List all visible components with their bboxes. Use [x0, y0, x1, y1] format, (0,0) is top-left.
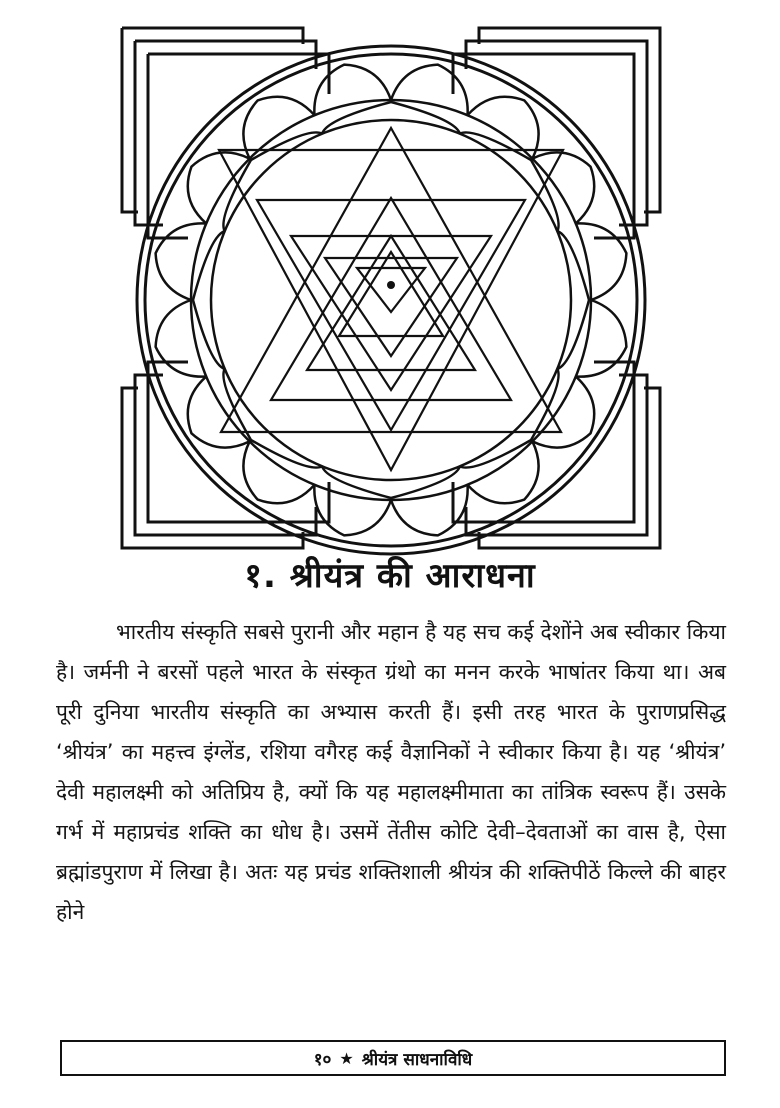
- outer-ring: [137, 46, 645, 554]
- inner-lotus-petals: [193, 102, 589, 498]
- upward-triangle: [221, 128, 561, 432]
- outer-lotus-petals: [156, 65, 627, 536]
- page-number: १०: [313, 1049, 332, 1070]
- lotus-petals: [156, 65, 627, 536]
- interlocking-triangles: [219, 128, 563, 470]
- bindu-dot: [387, 281, 395, 289]
- outer-circles: [137, 46, 645, 554]
- upward-triangle: [307, 236, 475, 370]
- body-text: [56, 612, 726, 932]
- page-footer: [60, 1040, 726, 1076]
- figure-caption: १. श्रीयंत्र की आराधना: [244, 556, 536, 596]
- book-title: श्रीयंत्र साधनाविधि: [361, 1049, 473, 1070]
- downward-triangle: [325, 258, 457, 356]
- paragraph: भारतीय संस्कृति सबसे पुरानी और महान है यह सच कई देशोंने अब स्वीकार किया है। जर्मनी ने बरसों पहले भारत के संस्कृत ग्रंथो का मनन करके भाषांतर किया था। अब पूरी दुनिया भारतीय संस्कृति का अभ्यास करती हैं। इसी तरह भारत के पुराणप्रसिद्ध ‘श्रीयंत्र’ का महत्त्व इंग्लेंड, रशिया वगैरह कई वैज्ञानिकों ने स्वीकार किया है। यह ‘श्रीयंत्र’ देवी महालक्ष्मी को अतिप्रिय है, क्यों कि यह महालक्ष्मीमाता का तांत्रिक स्वरूप हैं। उसके गर्भ में महाप्रचंड शक्ति का धोध है। उसमें तेंतीस कोटि देवी–देवताओं का वास है, ऐसा ब्रह्मांडपुराण में लिखा है। अतः यह प्रचंड शक्तिशाली श्रीयंत्र की शक्तिपीठें किल्ले की बाहर होने: [56, 620, 726, 924]
- inner-circle: [211, 120, 571, 480]
- star-icon: ★: [339, 1048, 354, 1068]
